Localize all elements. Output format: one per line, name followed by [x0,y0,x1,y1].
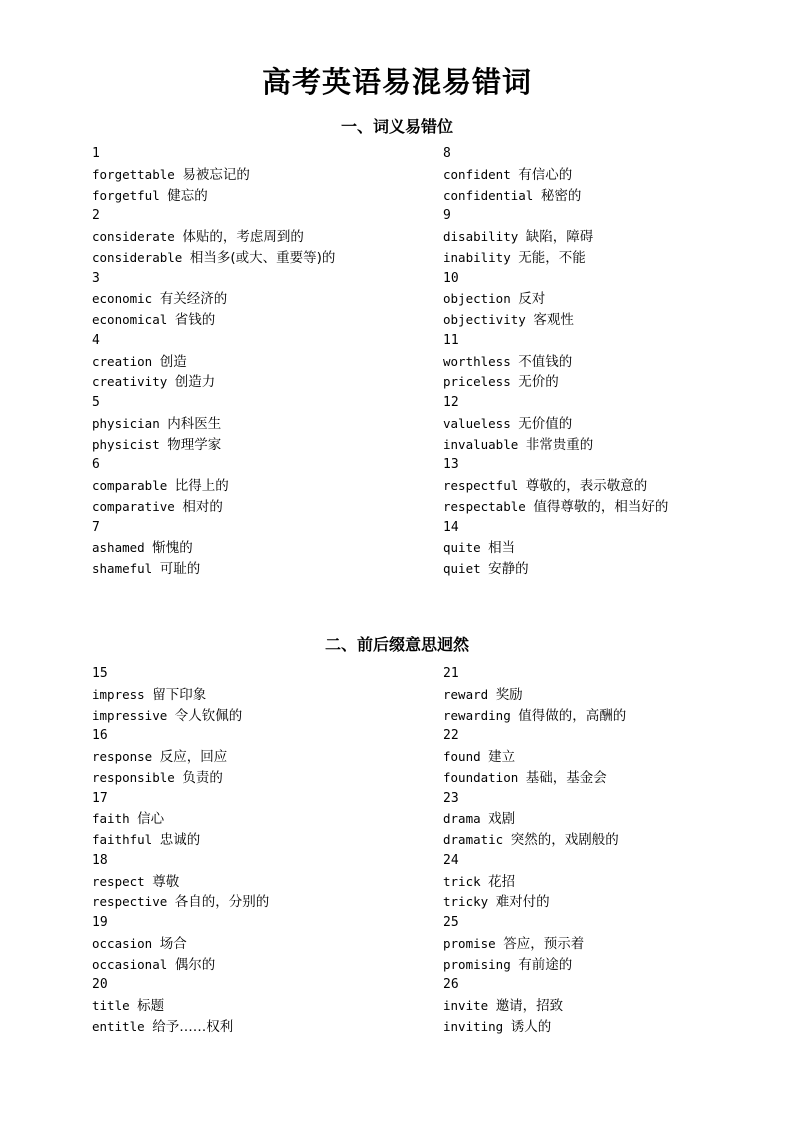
word-line [443,892,773,913]
entry-number: 26 [443,977,459,993]
word-separator [533,188,541,203]
english-word: faithful [92,832,153,847]
english-word: confidential [443,187,534,203]
chinese-meaning: 令人钦佩的 [174,707,243,724]
english-word: title [92,998,130,1013]
word-line [92,955,422,976]
english-word: promising [443,956,511,972]
entry-number: 14 [443,519,459,535]
word-entry [92,455,422,517]
word-line [92,747,422,768]
chinese-meaning: 答应，预示着 [503,935,585,952]
english-word: respective [92,894,168,910]
word-line [443,352,773,373]
english-word: entitle [92,1018,145,1034]
entry-number: 13 [443,457,459,473]
word-entry [443,331,773,393]
word-separator [488,998,496,1013]
word-line [443,372,773,393]
word-separator [503,832,511,847]
english-word: quite [443,540,481,556]
english-word: responsible [92,769,175,785]
section-2-left-column [92,664,422,1038]
chinese-meaning: 场合 [159,935,187,952]
english-word: found [443,749,481,764]
chinese-meaning: 创造 [159,353,187,370]
chinese-meaning: 尊敬的，表示敬意的 [525,478,648,494]
english-word: shameful [92,561,153,576]
english-word: dramatic [443,832,504,847]
english-word: invite [443,998,489,1013]
chinese-meaning: 建立 [488,749,516,765]
english-word: respectable [443,498,526,514]
english-word: tricky [443,894,489,910]
chinese-meaning: 无能，不能 [518,249,586,266]
word-separator [488,687,496,702]
word-line [443,996,773,1017]
word-line [92,372,422,393]
chinese-meaning: 内科医生 [167,415,222,432]
word-entry [92,269,422,331]
word-entry [443,975,773,1037]
english-word: considerate [92,229,175,244]
english-word: impress [92,686,145,702]
word-line [92,435,422,456]
word-entry [443,664,773,726]
chinese-meaning: 创造力 [174,374,216,391]
english-word: trick [443,873,481,889]
entry-number: 21 [443,666,459,681]
word-separator [152,354,160,369]
entry-number: 6 [92,457,100,473]
chinese-meaning: 无价值的 [518,415,573,432]
word-separator [488,894,496,909]
section-heading-1: 一、词义易错位 [340,117,453,136]
word-separator [152,291,160,306]
word-entry [92,664,422,726]
word-line [92,538,422,559]
chinese-meaning: 客观性 [533,312,574,328]
word-line [92,248,422,269]
chinese-meaning: 有信心的 [518,166,573,183]
word-separator [167,312,175,327]
entry-number: 3 [92,270,100,286]
word-separator [182,250,190,265]
english-word: disability [443,229,519,244]
chinese-meaning: 花招 [488,873,516,890]
chinese-meaning: 比得上的 [174,478,229,494]
entry-number: 25 [443,915,459,930]
word-line [443,476,773,497]
chinese-meaning: 缺陷，障碍 [525,229,594,245]
entry-number: 20 [92,977,108,993]
english-word: occasional [92,956,168,972]
chinese-meaning: 反对 [518,291,546,308]
chinese-meaning: 值得做的，高酬的 [518,707,627,724]
word-line [443,186,773,207]
word-line [443,248,773,269]
word-line [443,1017,773,1038]
english-word: forgettable [92,166,175,182]
entry-number: 9 [443,208,451,224]
chinese-meaning: 安静的 [488,561,529,577]
word-line [443,830,773,851]
chinese-meaning: 物理学家 [167,436,222,453]
entry-number: 23 [443,790,459,806]
word-entry [443,455,773,517]
chinese-meaning: 诱人的 [510,1018,552,1035]
english-word: considerable [92,249,183,265]
chinese-meaning: 各自的，分别的 [174,894,270,911]
chinese-meaning: 有关经济的 [159,291,228,308]
entry-number: 4 [92,332,100,348]
english-word: response [92,749,153,764]
chinese-meaning: 尊敬 [152,873,180,890]
entry-number: 8 [443,146,451,161]
english-word: objectivity [443,312,526,327]
word-line [443,435,773,456]
word-line [92,289,422,310]
english-word: ashamed [92,540,145,556]
english-word: quiet [443,561,481,576]
word-line [443,934,773,955]
word-line [443,538,773,559]
word-separator [518,770,526,785]
word-line [443,289,773,310]
word-line [443,559,773,580]
word-entry [443,789,773,851]
chinese-meaning: 值得尊敬的，相当好的 [533,498,669,515]
word-line [443,872,773,893]
english-word: impressive [92,707,168,723]
word-line [92,414,422,435]
word-line [443,165,773,186]
english-word: physicist [92,436,160,452]
word-line [443,747,773,768]
word-separator [167,894,175,909]
english-word: priceless [443,374,511,390]
chinese-meaning: 突然的，戏剧般的 [510,832,619,848]
word-entry [443,913,773,975]
english-word: rewarding [443,707,511,723]
english-word: respect [92,873,145,889]
word-line [443,227,773,248]
chinese-meaning: 戏剧 [488,811,516,828]
chinese-meaning: 易被忘记的 [182,166,250,183]
word-entry [92,144,422,206]
section-2-right-column [443,664,773,1038]
word-separator [518,229,526,244]
word-separator [152,561,160,576]
entry-number: 19 [92,915,108,930]
chinese-meaning: 邀请，招致 [495,998,564,1014]
chinese-meaning: 相当多(或大、重要等)的 [189,249,336,266]
english-word: drama [443,811,481,827]
section-1-left-column [92,144,422,580]
word-entry [92,851,422,913]
english-word: objection [443,291,511,307]
word-line [443,955,773,976]
english-word: economic [92,291,153,307]
chinese-meaning: 忠诚的 [159,832,201,848]
chinese-meaning: 不值钱的 [518,353,573,370]
english-word: comparable [92,478,168,493]
entry-number: 5 [92,395,100,410]
word-line [92,476,422,497]
chinese-meaning: 标题 [137,998,165,1014]
english-word: creativity [92,374,168,390]
word-line [443,414,773,435]
entry-number: 24 [443,852,459,868]
word-entry [92,726,422,788]
chinese-meaning: 给予……权利 [152,1018,234,1035]
english-word: respectful [443,478,519,493]
word-separator [167,374,175,389]
word-line [92,996,422,1017]
word-entry [443,393,773,455]
english-word: inability [443,249,511,265]
entry-number: 17 [92,790,108,806]
word-line [92,892,422,913]
english-word: promise [443,935,496,951]
chinese-meaning: 惭愧的 [152,540,193,557]
english-word: inviting [443,1018,504,1034]
word-line [92,809,422,830]
word-entry [443,144,773,206]
entry-number: 7 [92,519,100,535]
word-line [92,497,422,518]
english-word: comparative [92,498,175,514]
section-1-right-column [443,144,773,580]
chinese-meaning: 相当 [488,540,516,557]
chinese-meaning: 反应，回应 [159,749,228,765]
word-separator [152,749,160,764]
word-line [92,685,422,706]
word-line [443,310,773,331]
entry-number: 16 [92,728,108,744]
english-word: faith [92,811,130,827]
english-word: valueless [443,415,511,431]
chinese-meaning: 信心 [137,811,165,828]
word-separator [152,832,160,847]
word-entry [92,331,422,393]
word-entry [92,206,422,268]
english-word: creation [92,353,153,369]
word-line [92,352,422,373]
word-separator [518,437,526,452]
chinese-meaning: 体贴的，考虑周到的 [182,229,304,245]
word-line [443,497,773,518]
word-entry [443,851,773,913]
english-word: invaluable [443,436,519,452]
english-word: economical [92,312,168,327]
word-line [92,1017,422,1038]
word-line [92,165,422,186]
page-title: 高考英语易混易错词 [261,65,532,99]
entry-number: 15 [92,666,108,681]
chinese-meaning: 留下印象 [152,686,207,703]
word-line [92,872,422,893]
chinese-meaning: 无价的 [518,374,559,391]
word-separator [518,478,526,493]
word-line [92,934,422,955]
word-line [92,186,422,207]
word-line [443,706,773,727]
english-word: worthless [443,353,511,369]
english-word: forgetful [92,187,160,203]
chinese-meaning: 省钱的 [174,312,216,328]
chinese-meaning: 健忘的 [167,187,208,204]
english-word: foundation [443,769,519,785]
word-line [443,768,773,789]
word-entry [443,269,773,331]
chinese-meaning: 有前途的 [518,956,573,973]
word-separator [167,708,175,723]
chinese-meaning: 相对的 [182,498,223,515]
entry-number: 18 [92,852,108,868]
word-separator [152,936,160,951]
word-entry [92,393,422,455]
word-entry [443,726,773,788]
chinese-meaning: 基础，基金会 [525,769,607,786]
chinese-meaning: 可耻的 [159,561,201,577]
entry-number: 1 [92,146,100,161]
english-word: physician [92,415,160,431]
word-entry [92,518,422,580]
chinese-meaning: 偶尔的 [174,956,216,973]
word-line [92,768,422,789]
word-entry [92,913,422,975]
word-line [443,685,773,706]
word-line [92,227,422,248]
word-line [443,809,773,830]
entry-number: 11 [443,332,459,348]
english-word: confident [443,166,511,182]
word-separator [167,478,175,493]
chinese-meaning: 非常贵重的 [525,436,594,453]
section-heading-2: 二、前后缀意思迥然 [324,635,469,654]
word-entry [92,789,422,851]
word-separator [167,957,175,972]
word-entry [443,206,773,268]
word-line [92,559,422,580]
word-line [92,310,422,331]
word-entry [443,518,773,580]
chinese-meaning: 难对付的 [495,894,550,911]
entry-number: 10 [443,270,459,286]
chinese-meaning: 负责的 [182,769,223,786]
entry-number: 12 [443,395,459,410]
word-entry [92,975,422,1037]
entry-number: 22 [443,728,459,744]
word-line [92,830,422,851]
chinese-meaning: 秘密的 [540,187,582,204]
english-word: reward [443,686,489,702]
word-separator [503,1019,511,1034]
entry-number: 2 [92,208,100,224]
word-line [92,706,422,727]
chinese-meaning: 奖励 [495,686,523,703]
english-word: occasion [92,935,153,951]
